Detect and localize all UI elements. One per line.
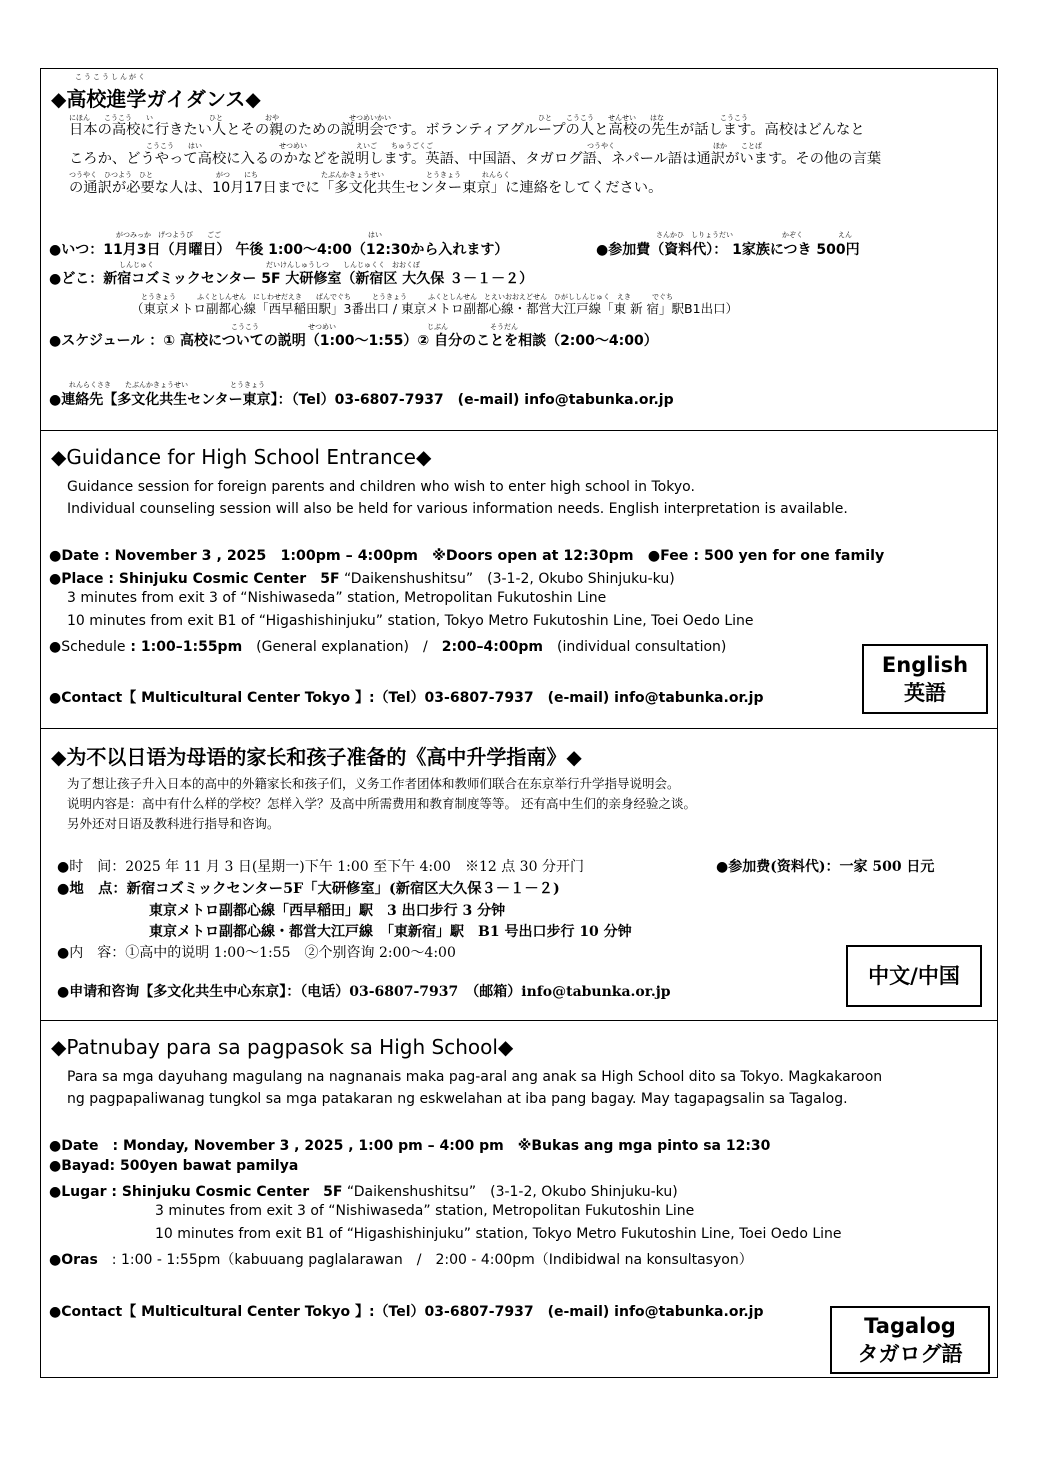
tagalog-title — [51, 1035, 513, 1059]
tagalog-section — [41, 1021, 997, 1377]
ruby-contact: れんらくさき たぶんかきょうせい とうきょう — [69, 381, 265, 389]
tagalog-place — [49, 1181, 678, 1201]
japanese-title: ◆高校進学ガイダンス◆ — [51, 87, 261, 111]
ruby-schedule: こうこう せつめい じぶん そうだん — [231, 323, 518, 331]
japanese-where: ●どこ：新宿コズミックセンター 5F 大研修室（新宿区 大久保 ３－１－２） — [49, 271, 534, 287]
ruby-when: がつみっか げつようび ごご はい — [116, 231, 382, 239]
ruby-title: こうこうしんがく — [75, 73, 147, 81]
language-label-chinese — [846, 945, 982, 1007]
ruby-fee: さんかひ しりょうだい かぞく えん — [656, 231, 852, 239]
chinese-time: ●时 间：2025 年 11 月 3 日(星期一)下午 1:00 至下午 4:00 ※12 点 30 分开门 — [57, 859, 584, 875]
tagalog-intro-line: Para sa mga dayuhang magulang na nagnanais maka pag-aral ang anak sa High School dito sa Tokyo. Magkakaroon — [67, 1069, 883, 1085]
language-label-en-text: Tagalog — [864, 1314, 956, 1338]
japanese-fee: ●参加費（資料代）： 1家族につき 500円 — [596, 242, 860, 258]
tagalog-oras — [49, 1249, 753, 1269]
language-label-en-text: English — [881, 653, 969, 677]
language-label-english — [862, 644, 988, 714]
chinese-contact: ●申请和咨询【多文化共生中心东京】：（电话）03-6807-7937 （邮箱）info@tabunka.or.jp — [57, 984, 671, 1000]
tagalog-access-line: 3 minutes from exit 3 of “Nishiwaseda” station, Metropolitan Fukutoshin Line — [155, 1203, 695, 1219]
english-schedule-time: 2:00–4:00pm — [441, 639, 543, 655]
english-place-detail: “Daikenshushitsu” (3-1-2, Okubo Shinjuku-ku) — [339, 571, 675, 587]
ruby-line: こうこう はい せつめい えいご ちゅうごくご つうやく ほか ことば — [69, 142, 762, 150]
language-label-text: 中文/中国 — [868, 964, 960, 988]
ruby-access: とうきょう ふくとしんせん にしわせだえき ばんでぐち とうきょう ふくとしんせん とえいおおえどせん ひがししんじゅく えき でぐち — [141, 293, 673, 301]
english-contact: ●Contact【 Multicultural Center Tokyo 】:（Tel）03-6807-7937 (e-mail) info@tabunka.or.jp — [49, 690, 764, 706]
tagalog-contact: ●Contact【 Multicultural Center Tokyo 】:（Tel）03-6807-7937 (e-mail) info@tabunka.or.jp — [49, 1304, 764, 1320]
tagalog-oras-detail: : 1:00 - 1:55pm（kabuuang paglalarawan / 2:00 - 4:00pm（Indibidwal na konsultasyon） — [97, 1252, 753, 1268]
tagalog-access-line: 10 minutes from exit B1 of “Higashishinjuku” station, Tokyo Metro Fukutoshin Line, Toei Oedo Line — [155, 1226, 842, 1242]
english-date: ●Date : November 3 , 2025 1:00pm – 4:00pm ※Doors open at 12:30pm ●Fee : 500 yen for one family — [49, 548, 885, 564]
english-access-line: 3 minutes from exit 3 of “Nishiwaseda” station, Metropolitan Fukutoshin Line — [67, 590, 607, 606]
english-section — [41, 431, 997, 729]
english-access-line: 10 minutes from exit B1 of “Higashishinjuku” station, Tokyo Metro Fukutoshin Line, Toei Oedo Line — [67, 613, 754, 629]
english-place-label: ●Place : Shinjuku Cosmic Center 5F — [49, 571, 340, 587]
english-place — [49, 568, 675, 588]
ruby-line: にほん こうこう い ひと おや せつめいかい ひと こうこう せんせい はな こうこう — [69, 114, 748, 122]
tagalog-oras-label: ●Oras — [49, 1252, 98, 1268]
english-schedule — [49, 636, 726, 656]
tagalog-title-text: ◆Patnubay para sa pagpasok sa High School◆ — [51, 1035, 514, 1059]
language-label-tagalog — [830, 1306, 990, 1374]
english-schedule-desc: (individual consultation) — [542, 639, 727, 655]
chinese-title: ◆为不以日语为母语的家长和孩子准备的《高中升学指南》◆ — [51, 745, 582, 769]
japanese-contact: ●連絡先【多文化共生センター東京】：（Tel）03-6807-7937 (e-mail) info@tabunka.or.jp — [49, 392, 674, 408]
japanese-paragraph-line: 日本の高校に行きたい人とその親のための説明会です。ボランティアグループの人と高校の先生が話します。高校はどんなと — [69, 122, 865, 138]
ruby-where: しんじゅく だいけんしゅうしつ しんじゅくく おおくぼ — [119, 261, 420, 269]
english-title — [51, 445, 431, 469]
japanese-paragraph-line: ころか、どうやって高校に入るのかなどを説明します。英語、中国語、タガログ語、ネパール語は通訳がいます。その他の言葉 — [69, 151, 882, 167]
english-intro-line: Individual counseling session will also be held for various information needs. English interpretation is available. — [67, 501, 848, 517]
ruby-line: つうやく ひつよう ひと がつ にち たぶんかきょうせい とうきょう れんらく — [69, 171, 510, 179]
flyer-frame — [40, 68, 998, 1378]
tagalog-place-detail: “Daikenshushitsu” (3-1-2, Okubo Shinjuku-ku) — [342, 1184, 678, 1200]
tagalog-place-label: ●Lugar : Shinjuku Cosmic Center 5F — [49, 1184, 343, 1200]
english-title-text: ◆Guidance for High School Entrance◆ — [51, 445, 432, 469]
japanese-paragraph-line: の通訳が必要な人は、10月17日までに「多文化共生センター東京」に連絡をしてください。 — [69, 180, 663, 196]
chinese-intro-line: 说明内容是：高中有什么样的学校？怎样入学？及高中所需费用和教育制度等等。 还有高中生们的亲身经验之谈。 — [67, 796, 696, 811]
english-schedule-time: : 1:00–1:55pm — [125, 639, 243, 655]
japanese-access: （東京メトロ副都心線「西早稲田駅」3番出口 / 東京メトロ副都心線・都営大江戸線「東 新 宿」駅B1出口） — [131, 301, 739, 316]
chinese-intro-line: 另外还对日语及教科进行指导和咨询。 — [67, 816, 280, 831]
tagalog-fee: ●Bayad: 500yen bawat pamilya — [49, 1158, 299, 1174]
language-label-jp-text: 英語 — [904, 681, 946, 705]
chinese-fee: ●参加费(资料代)：一家 500 日元 — [716, 859, 935, 875]
japanese-section — [41, 69, 997, 431]
tagalog-date: ●Date : Monday, November 3 , 2025 , 1:00 pm – 4:00 pm ※Bukas ang mga pinto sa 12:30 — [49, 1138, 771, 1154]
english-schedule-label: ●Schedule — [49, 639, 126, 655]
english-schedule-desc: (General explanation) / — [242, 639, 442, 655]
chinese-content: ●内 容：①高中的说明 1:00～1:55 ②个别咨询 2:00～4:00 — [57, 945, 456, 961]
chinese-place: ●地 点：新宿コズミックセンター5F「大研修室」(新宿区大久保３－１－２) — [57, 881, 560, 897]
chinese-section — [41, 729, 997, 1021]
chinese-access-line: 東京メトロ副都心線「西早稲田」駅 3 出口步行 3 分钟 — [149, 903, 506, 919]
japanese-schedule: ●スケジュール ：① 高校についての説明（1:00～1:55）② 自分のことを相談（2:00～4:00） — [49, 333, 658, 349]
japanese-when: ●いつ：11月3日（月曜日） 午後 1:00～4:00（12:30から入れます） — [49, 242, 509, 258]
chinese-access-line: 東京メトロ副都心線・都営大江戸線 「東新宿」駅 B1 号出口步行 10 分钟 — [149, 924, 632, 940]
language-label-jp-text: タガログ語 — [857, 1342, 963, 1366]
tagalog-intro-line: ng pagpapaliwanag tungkol sa mga patakaran ng eskwelahan at iba pang bagay. May tagapagsalin sa Tagalog. — [67, 1091, 848, 1107]
english-intro-line: Guidance session for foreign parents and children who wish to enter high school in Tokyo. — [67, 479, 695, 495]
chinese-intro-line: 为了想让孩子升入日本的高中的外籍家长和孩子们，义务工作者团体和教师们联合在东京举行升学指导说明会。 — [67, 776, 680, 791]
